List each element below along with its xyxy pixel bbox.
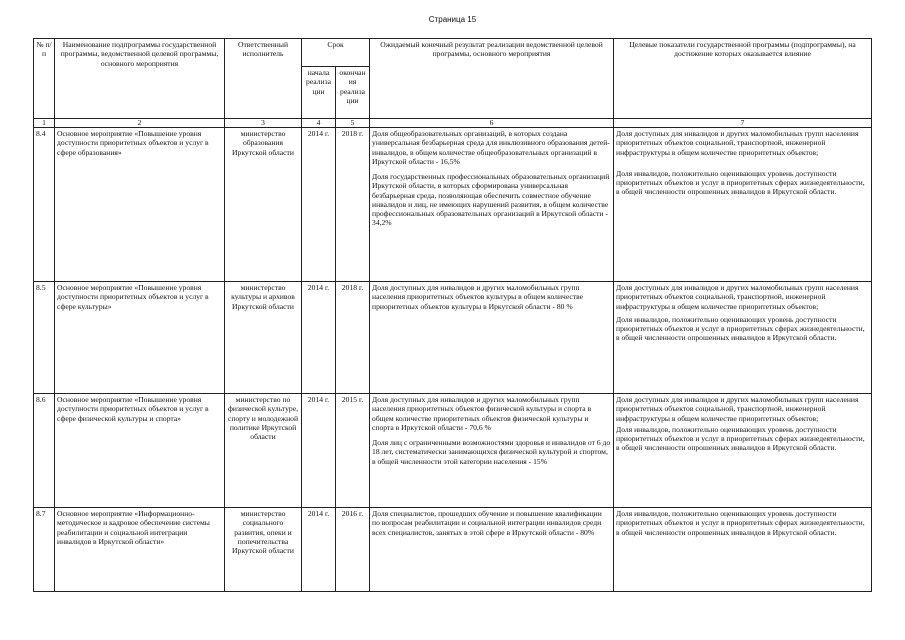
indicator-item: Доля доступных для инвалидов и других маломобильных групп населения приоритетных объектов социальной, транспортной, инженерной инфраструктуры в общем количестве приоритетных объектов; [616, 283, 859, 311]
header-term: Срок [302, 39, 370, 67]
header-term-end: окончан ия реализа ции [336, 67, 370, 119]
table-row [34, 282, 872, 394]
row-end: 2018 г. [336, 128, 370, 282]
indicator-item: Доля доступных для инвалидов и других маломобильных групп населения приоритетных объектов социальной, транспортной, инженерной инфраструктуры в общем количестве приоритетных объектов; [616, 129, 859, 157]
indicator-item: Доля инвалидов, положительно оценивающих уровень доступности приоритетных объектов и услуг в приоритетных сферах жизнедеятельности, в общей численности опрошенных инвалидов в Иркутской области. [616, 509, 865, 537]
header-num: № п/п [34, 39, 55, 119]
row-result [370, 508, 614, 592]
col-number: 5 [336, 119, 370, 128]
row-end: 2015 г. [336, 394, 370, 508]
header-executor: Ответственный исполнитель [225, 39, 302, 119]
col-number: 3 [225, 119, 302, 128]
result-item: Доля лиц с ограниченными возможностями здоровья и инвалидов от 6 до 18 лет, систематически занимающихся физической культурой и спортом, в общей численности этой категории населения - 15% [372, 438, 611, 466]
row-result [370, 128, 614, 282]
row-end: 2016 г. [336, 508, 370, 592]
indicator-item: Доля инвалидов, положительно оценивающих уровень доступности приоритетных объектов и услуг в приоритетных сферах жизнедеятельности, в общей численности опрошенных инвалидов в Иркутской области. [616, 424, 865, 453]
row-start: 2014 г. [302, 394, 336, 508]
result-item: Доля общеобразовательных организаций, в которых создана универсальная безбарьерная среда для инклюзивного образования детей-инвалидов, в общем количестве общеобразовательных организаций в Иркутской области - 16,5% [372, 129, 610, 166]
row-name: Основное мероприятие «Повышение уровня доступности приоритетных объектов и услуг в сфере физической культуры и спорта» [55, 394, 225, 508]
table-row [34, 394, 872, 508]
col-number: 7 [614, 119, 872, 128]
header-indicators: Целевые показатели государственной программы (подпрограммы), на достижение которых оказывается влияние [614, 39, 872, 119]
row-num: 8.7 [34, 508, 55, 592]
row-num: 8.4 [34, 128, 55, 282]
row-executor: министерство социального развития, опеки и попечительства Иркутской области [225, 508, 302, 592]
indicator-item: Доля инвалидов, положительно оценивающих уровень доступности приоритетных объектов и услуг в приоритетных сферах жизнедеятельности, в общей численности опрошенных инвалидов в Иркутской области. [616, 168, 865, 197]
indicator-item: Доля инвалидов, положительно оценивающих уровень доступности приоритетных объектов и услуг в приоритетных сферах жизнедеятельности, в общей численности опрошенных инвалидов в Иркутской области. [616, 314, 865, 343]
row-indicators [614, 128, 872, 282]
row-name: Основное мероприятие «Повышение уровня доступности приоритетных объектов и услуг в сфере культуры» [55, 282, 225, 394]
row-start: 2014 г. [302, 508, 336, 592]
col-number: 6 [370, 119, 614, 128]
row-name: Основное мероприятие «Информационно-методическое и кадровое обеспечение системы реабилитации и социальной интеграции инвалидов в Иркутской области» [55, 508, 225, 592]
col-number: 2 [55, 119, 225, 128]
row-executor: министерство культуры и архивов Иркутской области [225, 282, 302, 394]
row-num: 8.5 [34, 282, 55, 394]
col-number: 1 [34, 119, 55, 128]
row-indicators [614, 282, 872, 394]
row-end: 2018 г. [336, 282, 370, 394]
result-item: Доля доступных для инвалидов и других маломобильных групп населения приоритетных объектов физической культуры и спорта в общем количестве приоритетных объектов физической культуры и спорта в Иркутской области - 70,6 % [372, 395, 592, 432]
row-result [370, 282, 614, 394]
indicator-item: Доля доступных для инвалидов и других маломобильных групп населения приоритетных объектов социальной, транспортной, инженерной инфраструктуры в общем количестве приоритетных объектов; [616, 395, 859, 423]
row-executor: министерство образования Иркутской области [225, 128, 302, 282]
result-item: Доля государственных профессиональных образовательных организаций Иркутской области, в которых сформирована универсальная безбарьерная среда, позволяющая обеспечить совместное обучение инвалидов и лиц, не имеющих нарушений развития, в общем количестве профессиональных образовательных организаций в Иркутской области - 34,2% [372, 172, 610, 228]
row-start: 2014 г. [302, 282, 336, 394]
row-executor: министерство по физической культуре, спорту и молодежной политике Иркутской области [225, 394, 302, 508]
row-start: 2014 г. [302, 128, 336, 282]
column-number-row [34, 119, 872, 128]
row-num: 8.6 [34, 394, 55, 508]
col-number: 4 [302, 119, 336, 128]
row-indicators [614, 394, 872, 508]
result-item: Доля доступных для инвалидов и других маломобильных групп населения приоритетных объектов культуры в общем количестве приоритетных объектов культуры в Иркутской области - 80 % [372, 283, 583, 311]
table-row [34, 508, 872, 592]
program-table [33, 38, 872, 592]
row-name: Основное мероприятие «Повышение уровня доступности приоритетных объектов и услуг в сфере образования» [55, 128, 225, 282]
row-result [370, 394, 614, 508]
header-result: Ожидаемый конечный результат реализации ведомственной целевой программы, основного мероприятия [370, 39, 614, 119]
table-row [34, 128, 872, 282]
header-term-start: начала реализа ции [302, 67, 336, 119]
row-indicators [614, 508, 872, 592]
page-label: Страница 15 [428, 15, 477, 24]
result-item: Доля специалистов, прошедших обучение и повышение квалификации по вопросам реабилитации и социальной интеграции инвалидов среди всех специалистов, занятых в этой сфере в Иркутской области - 80% [372, 509, 602, 537]
header-name: Наименование подпрограммы государственной программы, ведомственной целевой программы, основного мероприятия [55, 39, 225, 119]
